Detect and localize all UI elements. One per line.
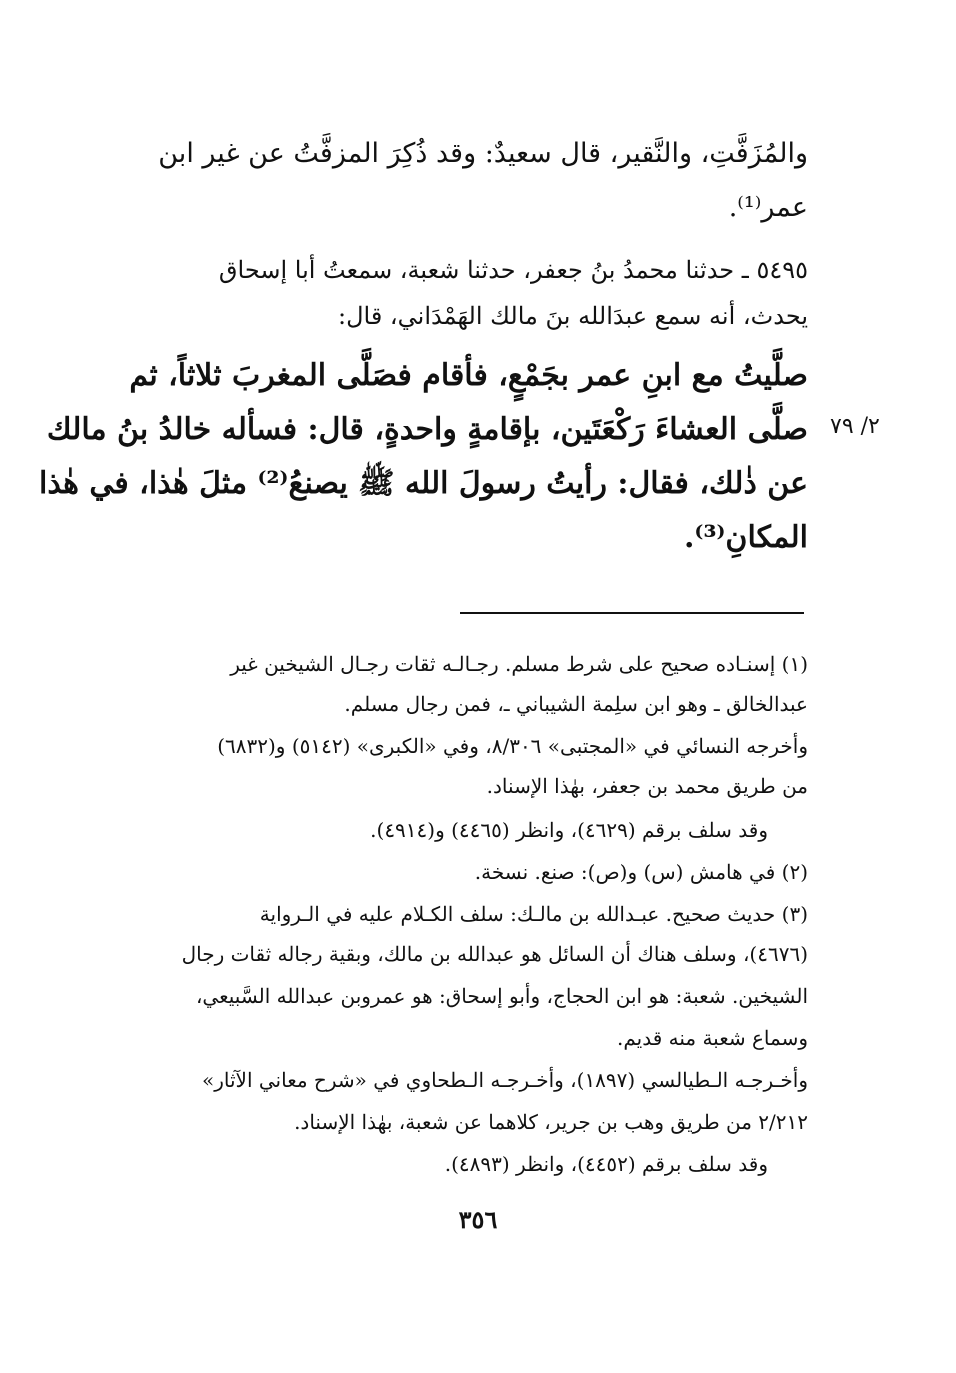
- footnote-line: من طريق محمد بن جعفر، بهٰذا الإسناد.: [486, 774, 808, 798]
- footnote-line: ٢/٢١٢ من طريق وهب بن جرير، كلاهما عن شعبة، بهٰذا الإسناد.: [294, 1110, 808, 1134]
- hadith-text-line: المكانِ⁽³⁾.: [683, 520, 808, 555]
- footnote-separator: [460, 612, 804, 614]
- footnote-line: عبدالخالق ـ وهو ابن سلِمة الشيباني ـ، فمن رجال مسلم.: [344, 692, 808, 716]
- body-line: عمر⁽¹⁾.: [728, 192, 808, 223]
- footnote-line: وسماع شعبة منه قديم.: [616, 1026, 808, 1050]
- hadith-isnad-line: يحدث، أنه سمع عبدَالله بنَ مالك الهَمْدَاني، قال:: [337, 302, 808, 330]
- footnote-line: الشيخين. شعبة: هو ابن الحجاج، وأبو إسحاق: هو عمروبن عبدالله السَّبيعي،: [195, 984, 808, 1008]
- page-number: ٣٥٦: [458, 1205, 498, 1234]
- footnote-line: (٣) حديث صحيح. عبـدالله بن مالـك: سلف الكـلام عليه في الـرواية: [259, 902, 808, 926]
- footnote-line: وأخرجه النسائي في «المجتبى» ٨/٣٠٦، وفي «الكبرى» (٥١٤٢) و(٦٨٣٢): [217, 734, 808, 758]
- footnote-line: وأخـرجـه الـطيالسي (١٨٩٧)، وأخـرجـه الـطحاوي في «شرح معاني الآثار»: [202, 1068, 808, 1092]
- hadith-isnad-line: ٥٤٩٥ ـ حدثنا محمدُ بنُ جعفر، حدثنا شعبة، سمعتُ أبا إسحاق: [218, 256, 808, 284]
- hadith-text-line: عن ذٰلك، فقال: رأيتُ رسولَ الله ﷺ يصنعُ⁽²⁾ مثلَ هٰذا، في هٰذا: [39, 466, 808, 501]
- footnote-line: وقد سلف برقم (٤٤٥٢)، وانظر (٤٨٩٣).: [444, 1152, 768, 1176]
- margin-volume-page-ref: ٢/ ٧٩: [830, 414, 880, 439]
- body-line: والمُزَفَّتِ، والنَّقير، قال سعيدٌ: وقد ذُكِرَ المزفَّتُ عن غير ابن: [158, 138, 808, 169]
- footnote-line: (٢) في هامش (س) و(ص): صنع. نسخة.: [474, 860, 808, 884]
- footnote-line: وقد سلف برقم (٤٦٢٩)، وانظر (٤٤٦٥) و(٤٩١٤).: [370, 818, 768, 842]
- hadith-text-line: صلَّى العشاءَ رَكْعَتَين، بإقامةٍ واحدةٍ، قال: فسأله خالدُ بنُ مالك: [46, 412, 808, 447]
- footnote-line: (١) إسنـاده صحيح على شرط مسلم. رجـالـه ثقات رجـال الشيخين غير: [230, 652, 808, 676]
- footnote-line: (٤٦٧٦)، وسلف هناك أن السائل هو عبدالله بن مالك، وبقية رجاله ثقات رجال: [181, 942, 808, 966]
- hadith-text-line: صلَّيتُ مع ابنِ عمر بجَمْعٍ، فأقام فصَلَّى المغربَ ثلاثاً، ثم: [129, 358, 808, 393]
